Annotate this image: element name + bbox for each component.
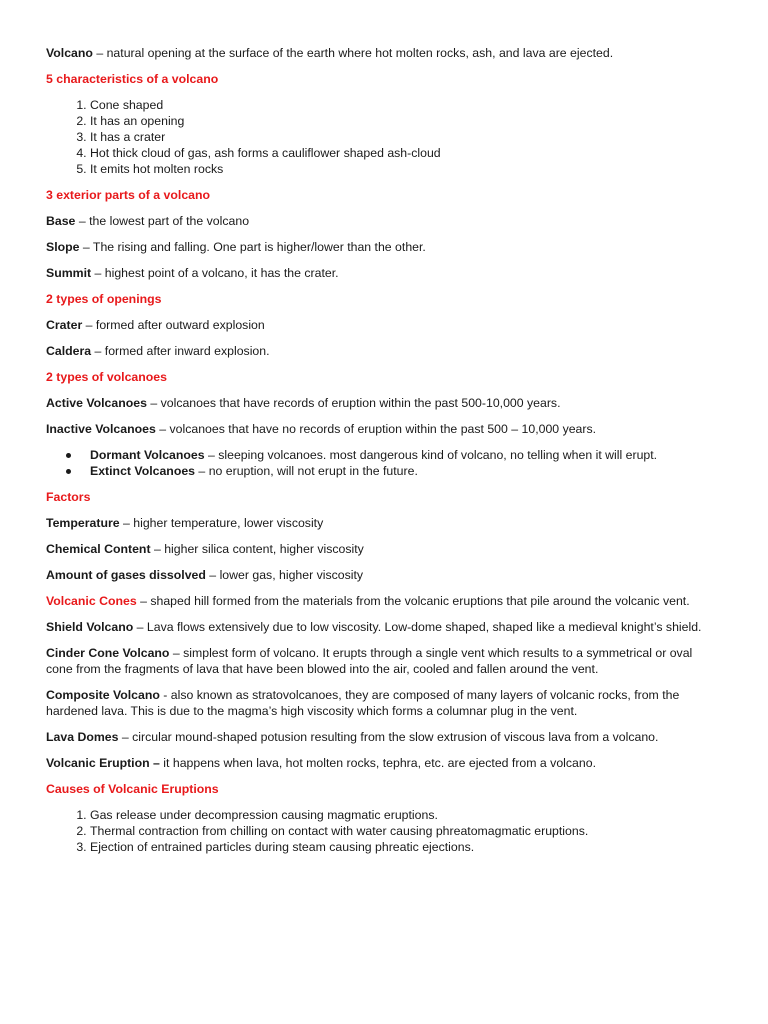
- definition: – simplest form of volcano. It erupts through a single vent which results to a symmetrical or oval cone from the fragments of lava that have been blowed into the air, cooled and fallen around the vent.: [46, 646, 693, 676]
- definition: – natural opening at the surface of the earth where hot molten rocks, ash, and lava are ejected.: [92, 46, 614, 60]
- term: Dormant Volcanoes: [90, 448, 205, 462]
- list-item: 5. It emits hot molten rocks: [90, 161, 722, 177]
- term: Amount of gases dissolved: [46, 568, 206, 582]
- bullet-icon: [66, 469, 71, 474]
- factors-heading: Factors: [46, 490, 91, 504]
- causes-list: [46, 807, 722, 855]
- term: Caldera: [46, 344, 92, 358]
- definition: – The rising and falling. One part is higher/lower than the other.: [79, 240, 426, 254]
- list-item: 1. Cone shaped: [90, 97, 722, 113]
- term: Active Volcanoes: [46, 396, 147, 410]
- definition: – highest point of a volcano, it has the crater.: [91, 266, 339, 280]
- definition-paragraph: [46, 541, 722, 557]
- list-item: 1. Gas release under decompression causing magmatic eruptions.: [90, 807, 722, 823]
- term: Volcano: [46, 46, 93, 60]
- list-item: 2. It has an opening: [90, 113, 722, 129]
- definition-paragraph: [46, 213, 722, 229]
- volcano-definition: [46, 45, 722, 61]
- definition: - also known as stratovolcanoes, they are composed of many layers of volcanic rocks, from the hardened lava. This is due to the magma’s high viscosity which forms a columnar plug in the vent.: [46, 688, 680, 718]
- definition-paragraph: [46, 395, 722, 411]
- term: Volcanic Eruption –: [46, 756, 160, 770]
- definition-paragraph: [46, 567, 722, 583]
- exterior-parts-heading: 3 exterior parts of a volcano: [46, 188, 211, 202]
- list-item: [90, 447, 722, 463]
- definition: – lower gas, higher viscosity: [205, 568, 364, 582]
- term: Lava Domes: [46, 730, 119, 744]
- definition: – higher temperature, lower viscosity: [119, 516, 324, 530]
- definition-paragraph: [46, 687, 722, 719]
- definition: – sleeping volcanoes. most dangerous kind of volcano, no telling when it will erupt.: [204, 448, 658, 462]
- definition-paragraph: [46, 265, 722, 281]
- list-item: [90, 463, 722, 479]
- definition-paragraph: [46, 729, 722, 745]
- definition-paragraph: [46, 239, 722, 255]
- definition: – Lava flows extensively due to low viscosity. Low-dome shaped, shaped like a medieval knight’s shield.: [133, 620, 702, 634]
- definition: – higher silica content, higher viscosity: [150, 542, 364, 556]
- definition: – shaped hill formed from the materials from the volcanic eruptions that pile around the volcanic vent.: [136, 594, 690, 608]
- definition-paragraph: [46, 645, 722, 677]
- definition: – no eruption, will not erupt in the future.: [195, 464, 418, 478]
- definition-paragraph: [46, 515, 722, 531]
- inactive-types-list: [46, 447, 722, 479]
- list-item: 2. Thermal contraction from chilling on contact with water causing phreatomagmatic eruptions.: [90, 823, 722, 839]
- term: Volcanic Cones: [46, 594, 137, 608]
- causes-heading: Causes of Volcanic Eruptions: [46, 782, 219, 796]
- definition-paragraph: [46, 343, 722, 359]
- definition: it happens when lava, hot molten rocks, tephra, etc. are ejected from a volcano.: [159, 756, 596, 770]
- term: Temperature: [46, 516, 120, 530]
- list-item: 3. It has a crater: [90, 129, 722, 145]
- definition: – formed after outward explosion: [82, 318, 265, 332]
- bullet-icon: [66, 453, 71, 458]
- definition: – volcanoes that have no records of eruption within the past 500 – 10,000 years.: [155, 422, 597, 436]
- definition: – circular mound-shaped potusion resulting from the slow extrusion of viscous lava from a volcano.: [118, 730, 659, 744]
- definition: – volcanoes that have records of eruption within the past 500-10,000 years.: [146, 396, 561, 410]
- term: Composite Volcano: [46, 688, 160, 702]
- characteristics-list: [46, 97, 722, 177]
- term: Slope: [46, 240, 80, 254]
- term: Crater: [46, 318, 83, 332]
- list-item: 4. Hot thick cloud of gas, ash forms a cauliflower shaped ash-cloud: [90, 145, 722, 161]
- term: Base: [46, 214, 76, 228]
- openings-heading: 2 types of openings: [46, 292, 162, 306]
- list-item: 3. Ejection of entrained particles during steam causing phreatic ejections.: [90, 839, 722, 855]
- term: Cinder Cone Volcano: [46, 646, 170, 660]
- term: Shield Volcano: [46, 620, 134, 634]
- volcanic-cones-definition: [46, 593, 722, 609]
- definition-paragraph: [46, 619, 722, 635]
- term: Chemical Content: [46, 542, 151, 556]
- volcano-types-heading: 2 types of volcanoes: [46, 370, 167, 384]
- term: Extinct Volcanoes: [90, 464, 196, 478]
- characteristics-heading: 5 characteristics of a volcano: [46, 72, 219, 86]
- definition: – formed after inward explosion.: [91, 344, 270, 358]
- term: Summit: [46, 266, 92, 280]
- term: Inactive Volcanoes: [46, 422, 156, 436]
- definition-paragraph: [46, 421, 722, 437]
- definition-paragraph: [46, 755, 722, 771]
- definition-paragraph: [46, 317, 722, 333]
- definition: – the lowest part of the volcano: [75, 214, 250, 228]
